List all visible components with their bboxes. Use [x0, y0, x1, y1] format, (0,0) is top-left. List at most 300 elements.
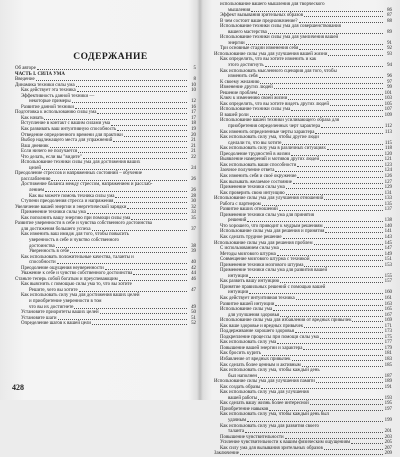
toc-entry-page: 121: [384, 157, 392, 163]
toc-entry-page: 183: [384, 357, 392, 362]
toc-entry-page: 107: [384, 107, 392, 113]
toc-entry-page: 30: [191, 199, 196, 205]
dot-leader: [114, 201, 187, 203]
toc-entry-page: 38: [191, 243, 196, 249]
dot-leader: [78, 151, 187, 153]
toc-entry-text: Приобретение навыков: [220, 406, 269, 412]
dot-leader: [262, 204, 383, 206]
dot-leader: [273, 309, 383, 311]
toc-entry-page: 175: [384, 334, 392, 340]
toc-entry-page: 39: [191, 249, 196, 255]
toc-entry-text: Уверенность в себе: [29, 249, 70, 255]
toc-entry-text: Установите шаги: [21, 315, 57, 321]
toc-entry-text: Как ваше здоровье и вредных привычек: [220, 323, 304, 329]
toc-entry-page: 203: [384, 434, 392, 440]
dot-leader: [277, 342, 383, 344]
dot-leader: [250, 115, 383, 117]
toc-entry-page: 91: [387, 40, 392, 46]
toc-entry-text: Как сделать вашу жизнь более интересной: [220, 401, 309, 407]
toc-entry-page: 124: [384, 168, 392, 174]
toc-entry-page: 126: [384, 173, 392, 179]
toc-entry-page: 141: [384, 229, 392, 235]
toc-entry-text: достоинства: [29, 243, 55, 249]
toc-entry-text: Как сделать более ценным и активным: [220, 362, 301, 368]
toc-entry-text: К своему желанию: [220, 79, 260, 85]
toc-entry-page: 120: [384, 151, 392, 157]
dot-leader: [330, 104, 383, 106]
toc-entry-text: Как использовать силу ума, чтобы каждый день был: [220, 412, 329, 418]
dot-leader: [56, 246, 187, 248]
dot-leader: [258, 93, 383, 95]
toc-entry-page: 185: [384, 362, 392, 368]
toc-entry-text: Ключ к изменению своей жизни: [220, 96, 288, 102]
toc-entry-page: 140: [384, 223, 392, 229]
toc-entry-page: 201: [384, 429, 392, 435]
toc-entry-text: уверенность в себе и чувство собственного: [29, 237, 119, 243]
dot-leader: [57, 262, 187, 264]
toc-entry-text: Использование силы ума для улучшения памяти: [214, 379, 315, 385]
dot-leader: [247, 220, 383, 222]
toc-entry-page: 165: [384, 307, 392, 313]
toc-entry-page: 157: [384, 279, 392, 285]
toc-entry-text: Как создать образы: [220, 384, 261, 390]
toc-entry-page: 5: [193, 66, 196, 71]
page-title: СОДЕРЖАНИЕ: [73, 52, 148, 62]
toc-entry-text: Выбор надлежащего места для упражнений: [21, 138, 113, 144]
dot-leader: [280, 315, 383, 317]
toc-entry-text: Что хорошего, что приводит к мудрым решениям: [220, 223, 323, 229]
toc-entry-text: Как действует интуитивная техника: [220, 295, 295, 301]
toc-entry-page: 181: [384, 351, 392, 357]
toc-entry-text: Преодоление трудностей в жизни: [220, 151, 290, 157]
toc-entry-text: лением: [29, 188, 45, 194]
dot-leader: [286, 193, 383, 195]
dot-leader: [295, 331, 383, 333]
toc-entry-text: Как бросить курить: [220, 351, 262, 357]
dot-leader: [293, 182, 383, 184]
dot-leader: [87, 212, 187, 214]
toc-entry-page: 17: [191, 115, 196, 121]
dot-leader: [111, 124, 187, 126]
toc-entry-text: вашей работы: [228, 395, 258, 401]
dot-leader: [51, 179, 187, 181]
toc-entry-text: изменить себя: [228, 74, 258, 80]
toc-entry-text: Использование силы ума для улучшения отношений: [214, 196, 324, 202]
toc-entry-text: Поддерживание хорошего здоровья: [220, 329, 295, 335]
toc-entry-text: Как использовать силу ума, чтобы другие люди: [220, 135, 319, 141]
toc-entry-text: Как изменить ваш имидж для того, чтобы повысить: [21, 232, 129, 238]
dot-leader: [70, 251, 187, 253]
toc-entry-text: Работа с партнером: [220, 201, 261, 207]
toc-entry-text: целей: [29, 165, 42, 171]
toc-entry-text: Как изменить себя и своё окружение: [220, 173, 297, 179]
dot-leader: [42, 168, 187, 170]
toc-entry-text: интуиции: [228, 273, 249, 279]
toc-entry-page: 94: [387, 63, 392, 69]
toc-entry-page: 137: [384, 207, 392, 213]
dot-leader: [316, 381, 383, 383]
dot-leader: [297, 176, 383, 178]
toc-entry-text: Применение техники силы ума: [21, 210, 86, 216]
toc-entry-text: Станьте теперь собой богатым и преуспевающим: [15, 276, 118, 282]
dot-leader: [97, 112, 187, 114]
left-page: [0, 0, 200, 400]
toc-entry-page: 151: [384, 257, 392, 263]
toc-entry-text: Применение техники силы ума: [220, 185, 285, 191]
toc-entry-page: 167: [384, 312, 392, 318]
toc-entry-text: Развитие данной техники: [21, 104, 74, 110]
toc-entry-text: решений: [228, 218, 247, 224]
toc-entry-page: 105: [384, 101, 392, 107]
dot-leader: [124, 135, 187, 137]
toc-entry-page: 99: [387, 85, 392, 91]
dot-leader: [119, 279, 187, 281]
toc-entry-text: Преодоление ощущения неуверенности: [21, 265, 104, 271]
dot-leader: [45, 190, 187, 192]
toc-entry-text: Достижение баланса между стрессом, напряжением и расслаб-: [21, 182, 153, 188]
toc-entry-text: Как использовать силу ума для улучшения: [220, 390, 309, 396]
dot-leader: [321, 126, 383, 128]
toc-entry-text: Как вызывать желаемое состояние: [220, 179, 292, 185]
toc-entry-text: В чем состоит ваше предназначение?: [220, 18, 298, 24]
toc-entry-text: Использование техники силы ума для достижения ваших: [21, 160, 141, 166]
toc-entry-page: 115: [384, 140, 392, 146]
toc-entry-page: 18: [191, 121, 196, 127]
toc-entry-page: 35: [191, 215, 196, 221]
dot-leader: [274, 87, 383, 89]
dot-leader: [260, 82, 383, 84]
toc-entry-text: Увеличение вашей энергии и энергетической зарядки: [15, 204, 127, 210]
toc-entry-text: Применение техники силы ума для принятия: [220, 212, 314, 218]
toc-entry-text: Как проверить свою интуицию: [220, 190, 285, 196]
dot-leader: [240, 453, 383, 455]
toc-entry-page: 153: [384, 262, 392, 268]
dot-leader: [324, 226, 383, 228]
dot-leader: [299, 21, 383, 23]
dot-leader: [325, 231, 383, 233]
toc-entry-text: для достижения большего успеха: [21, 226, 91, 232]
toc-entry-page: 205: [384, 440, 392, 446]
toc-entry-text: энергии: [228, 40, 245, 46]
toc-entry-page: 16: [191, 104, 196, 110]
toc-entry-text: Как развивать ваш интуитивную способность: [21, 127, 117, 133]
toc-entry-page: 135: [384, 201, 392, 207]
toc-entry-text: что вы их достигнете: [29, 304, 74, 310]
toc-entry-text: Ваш дневник: [21, 143, 49, 149]
dot-leader: [299, 48, 383, 50]
toc-entry-page: 193: [384, 395, 392, 401]
toc-entry-text: Развитие уверенности в себе и чувства собственного достоинства: [15, 221, 152, 227]
dot-leader: [320, 159, 383, 161]
toc-entry-text: Применение техники мозгового штурма: [220, 262, 304, 268]
dot-leader: [36, 79, 187, 81]
dot-leader: [44, 118, 187, 120]
toc-entry-text: Как определить, что вы хотите изменить и как: [220, 57, 317, 63]
toc-entry-page: 187: [384, 373, 392, 379]
toc-entry-text: сделали то, что вы хотите: [228, 140, 282, 146]
toc-entry-page: 26: [191, 176, 196, 182]
dot-leader: [92, 323, 187, 325]
toc-entry-text: С использованием силы ума: [220, 246, 279, 252]
dot-leader: [275, 170, 383, 172]
dot-leader: [58, 318, 188, 320]
toc-entry-text: интуиции: [228, 290, 249, 296]
toc-entry-page: 160: [384, 290, 392, 296]
toc-entry-page: 20: [191, 132, 196, 138]
toc-entry-page: 12: [191, 99, 196, 105]
toc-entry-page: 145: [384, 240, 392, 246]
toc-entry-page: 129: [384, 185, 392, 191]
toc-entry-page: 103: [384, 96, 392, 102]
toc-entry-page: 89: [387, 29, 392, 35]
toc-entry-text: Определение шагов к вашей цели: [21, 321, 92, 327]
dot-leader: [328, 54, 383, 56]
dot-leader: [302, 365, 383, 367]
toc-entry-text: Преодоление стрессов и напряженных состояний – обучение: [15, 171, 143, 177]
dot-leader: [296, 298, 383, 300]
toc-entry-page: 26: [191, 188, 196, 194]
toc-entry-text: Как использовать силу ума в различных ситуациях: [220, 146, 326, 152]
dot-leader: [246, 43, 383, 45]
dot-leader: [275, 304, 383, 306]
toc-entry-page: 131: [384, 190, 392, 196]
dot-leader: [79, 290, 187, 292]
toc-entry-text: Усиление чувствительности к вашим физическим ощущениям: [220, 440, 351, 446]
toc-entry-text: Использование техники силы ума: [220, 107, 291, 113]
toc-entry-text: Подкрепление процессы при помощи силы ума: [220, 334, 319, 340]
toc-entry-text: Методы мозгового штурма: [220, 251, 276, 257]
toc-entry-page: 123: [384, 162, 392, 168]
toc-entry-text: Изменение других людей: [220, 85, 273, 91]
dot-leader: [258, 398, 383, 400]
dot-leader: [288, 98, 383, 100]
dot-leader: [247, 420, 383, 422]
toc-entry-page: 118: [384, 146, 392, 152]
toc-entry-text: Как пополнить вашу энергию при помощи силы ума: [21, 215, 131, 221]
dot-leader: [314, 243, 383, 245]
toc-entry-page: 22: [191, 154, 196, 160]
toc-entry-text: Введение: [15, 77, 35, 83]
toc-entry-text: Использование силы ума: [220, 307, 273, 313]
dot-leader: [259, 76, 383, 78]
toc-entry-page: 169: [384, 318, 392, 324]
dot-leader: [324, 198, 383, 200]
toc-entry-page: 17: [191, 110, 196, 116]
toc-entry-page: 33: [191, 210, 196, 216]
dot-leader: [100, 312, 187, 314]
toc-entry-text: Совмещение мозгового штурма с техникой: [220, 257, 310, 263]
dot-leader: [105, 268, 187, 270]
toc-entry-text: и приобретение уверенности в том: [29, 298, 102, 304]
toc-entry: [214, 451, 392, 457]
toc-entry-text: Как действует эта техника: [21, 88, 76, 94]
toc-entry-text: некоторые примеры: [29, 99, 71, 105]
dot-leader: [92, 229, 188, 231]
toc-entry-page: 28: [191, 193, 196, 199]
dot-leader: [251, 10, 383, 12]
toc-entry-text: приобретения определенных черт характера: [228, 124, 321, 130]
toc-entry: [15, 321, 196, 327]
toc-entry-page: 92: [387, 46, 392, 52]
toc-list-left: [15, 66, 196, 327]
toc-entry-page: 97: [387, 79, 392, 85]
dot-leader: [283, 237, 383, 239]
toc-entry-text: Решите, чего вы хотите: [29, 287, 78, 293]
toc-entry-page: 51: [191, 315, 196, 321]
toc-entry-page: 44: [191, 271, 196, 277]
toc-entry-text: Повышение чувствительности: [220, 434, 284, 440]
toc-list-right: [214, 2, 392, 457]
toc-entry-text: Эффект вызывания зрительных образов: [220, 13, 304, 19]
toc-entry-text: Как выяснить с помощью силы ума то, что вы хотите: [21, 282, 132, 288]
toc-entry-text: Как использовать силу ума, чтобы каждый день: [220, 368, 320, 374]
toc-entry-page: 42: [191, 265, 196, 271]
toc-entry-text: Как использовать силу ума для развития своего: [220, 423, 319, 429]
dot-leader: [352, 320, 383, 322]
toc-entry-text: Развитие ваших отношений: [220, 207, 278, 213]
toc-entry-page: 37: [191, 226, 196, 232]
dot-leader: [280, 281, 383, 283]
dot-leader: [133, 273, 187, 275]
dot-leader: [279, 209, 383, 211]
toc-entry-text: Как начать: [21, 115, 44, 121]
dot-leader: [37, 68, 187, 70]
dot-leader: [292, 359, 383, 361]
dot-leader: [249, 292, 383, 294]
toc-entry-text: Как силу ума для вызывания зрительных образов: [220, 445, 323, 451]
dot-leader: [351, 442, 383, 444]
toc-entry-page: 177: [384, 340, 392, 346]
toc-entry-text: Ступени преодоления стресса и напряжения: [21, 199, 114, 205]
dot-leader: [113, 140, 187, 142]
toc-entry-page: 195: [384, 401, 392, 407]
toc-entry-text: Заключение: [214, 451, 239, 457]
dot-leader: [303, 348, 383, 350]
toc-entry-text: Использование силы ума для избавления от вредных привычек: [220, 318, 352, 324]
toc-entry-text: Повышение вашей энергии и характера: [220, 345, 303, 351]
page-number: 428: [12, 383, 24, 392]
toc-entry-text: таланта: [228, 429, 245, 435]
dot-leader: [310, 259, 383, 261]
toc-entry-page: 127: [384, 179, 392, 185]
dot-leader: [277, 254, 383, 256]
toc-entry-text: использование вашего мышления для творческого: [220, 2, 325, 7]
dot-leader: [131, 218, 187, 220]
toc-entry-text: мышления: [228, 7, 251, 13]
toc-entry-page: 21: [191, 149, 196, 155]
toc-entry-text: Как определить, что вы хотите видеть других людей: [220, 101, 329, 107]
toc-entry-page: 87: [387, 13, 392, 19]
dot-leader: [286, 187, 383, 189]
toc-entry-text: Заочное получение ответа: [220, 168, 275, 174]
toc-entry-page: 197: [384, 406, 392, 412]
dot-leader: [262, 354, 383, 356]
toc-entry-page: 46: [191, 276, 196, 282]
toc-entry-text: Как сделать трудное решение: [220, 234, 282, 240]
toc-entry-text: для улучшения здоровья: [228, 312, 280, 318]
dot-leader: [50, 146, 187, 148]
dot-leader: [304, 326, 383, 328]
dot-leader: [324, 448, 383, 450]
toc-entry-text: Три основные стадии изменения себя: [220, 46, 299, 52]
toc-entry-text: В вашей роли: [220, 112, 249, 118]
toc-entry-page: 21: [191, 138, 196, 144]
toc-entry-text: удачным: [228, 418, 247, 424]
toc-entry-text: Об автоpе: [15, 66, 36, 71]
toc-entry-text: Как изменить определенные черты характера: [220, 129, 315, 135]
toc-entry-page: 88: [387, 18, 392, 24]
toc-entry-text: Использование техники силы ума для увеличения вашей: [220, 35, 339, 41]
toc-entry-page: 50: [191, 310, 196, 316]
toc-entry-text: Как вы можете помочь техника силы ума: [29, 193, 115, 199]
dot-leader: [285, 437, 383, 439]
dot-leader: [76, 85, 187, 87]
toc-entry-page: 163: [384, 301, 392, 307]
toc-entry-page: 138: [384, 218, 392, 224]
toc-entry-text: Как использовать силу ума для достижения ваших целей: [21, 293, 140, 299]
dot-leader: [280, 248, 383, 250]
toc-entry-page: 32: [191, 204, 196, 210]
toc-entry-page: 52: [191, 321, 196, 327]
toc-entry-page: 133: [384, 196, 392, 202]
toc-entry-text: Использование вашей техники усиливающего образа для: [220, 118, 339, 124]
toc-entry-text: Использование силы ума для решения и принятия: [220, 229, 325, 235]
toc-entry-page: 143: [384, 234, 392, 240]
toc-entry-text: Динамика техники силы ума: [15, 82, 75, 88]
toc-entry-text: Как использовать ваши способности: [220, 162, 297, 168]
dot-leader: [249, 276, 383, 278]
dot-leader: [74, 307, 187, 309]
toc-entry-text: был наполнен: [228, 373, 258, 379]
toc-entry-text: Использование силы ума для улучшения вашей жизни: [214, 51, 328, 57]
toc-entry-page: 47: [191, 287, 196, 293]
dot-leader: [297, 165, 383, 167]
toc-entry-page: 207: [384, 445, 392, 451]
toc-entry-text: Если ничего не получается: [21, 149, 78, 155]
toc-entry-text: ЧАСТЬ I. СИЛА УМА: [15, 71, 65, 77]
dot-leader: [72, 101, 187, 103]
toc-entry-text: Решение проблем: [220, 90, 257, 96]
dot-leader: [117, 129, 187, 131]
dot-leader: [77, 90, 187, 92]
dot-leader: [115, 196, 187, 198]
toc-entry-page: 19: [191, 127, 196, 133]
toc-entry-text: Как использовать положительные качества, таланты и: [21, 254, 134, 260]
dot-leader: [265, 65, 383, 67]
toc-entry-page: 209: [384, 451, 392, 457]
right-page: [200, 0, 400, 457]
toc-entry-text: Применение техники силы ума для развития вашей: [220, 268, 328, 274]
toc-entry-text: Эффективность данной техники —: [21, 93, 95, 99]
dot-leader: [258, 376, 383, 378]
dot-leader: [261, 387, 383, 389]
toc-entry-page: 191: [384, 384, 392, 390]
toc-entry-text: Вступление в контакт с вашим силами ума: [21, 121, 111, 127]
toc-entry-text: Отведение определенного времени для практики: [21, 132, 123, 138]
toc-entry-text: Принятие правильных решений с помощью вашей: [220, 284, 326, 290]
toc-entry-text: Подготовка к использованию силы ума: [15, 110, 97, 116]
dot-leader: [127, 207, 187, 209]
toc-entry-page: 199: [384, 418, 392, 424]
toc-entry-text: Избавление от вредных привычек: [220, 357, 291, 362]
toc-entry-text: Как использовать мысленного сценария для того, чтобы: [220, 68, 337, 74]
dot-leader: [269, 409, 383, 411]
toc-entry-text: способности: [29, 260, 56, 266]
toc-entry-page: 112: [384, 124, 392, 130]
dot-leader: [320, 337, 383, 339]
toc-entry-text: Использование техники силы ума для совершенствования: [220, 24, 341, 30]
toc-entry-page: 113: [384, 129, 392, 135]
